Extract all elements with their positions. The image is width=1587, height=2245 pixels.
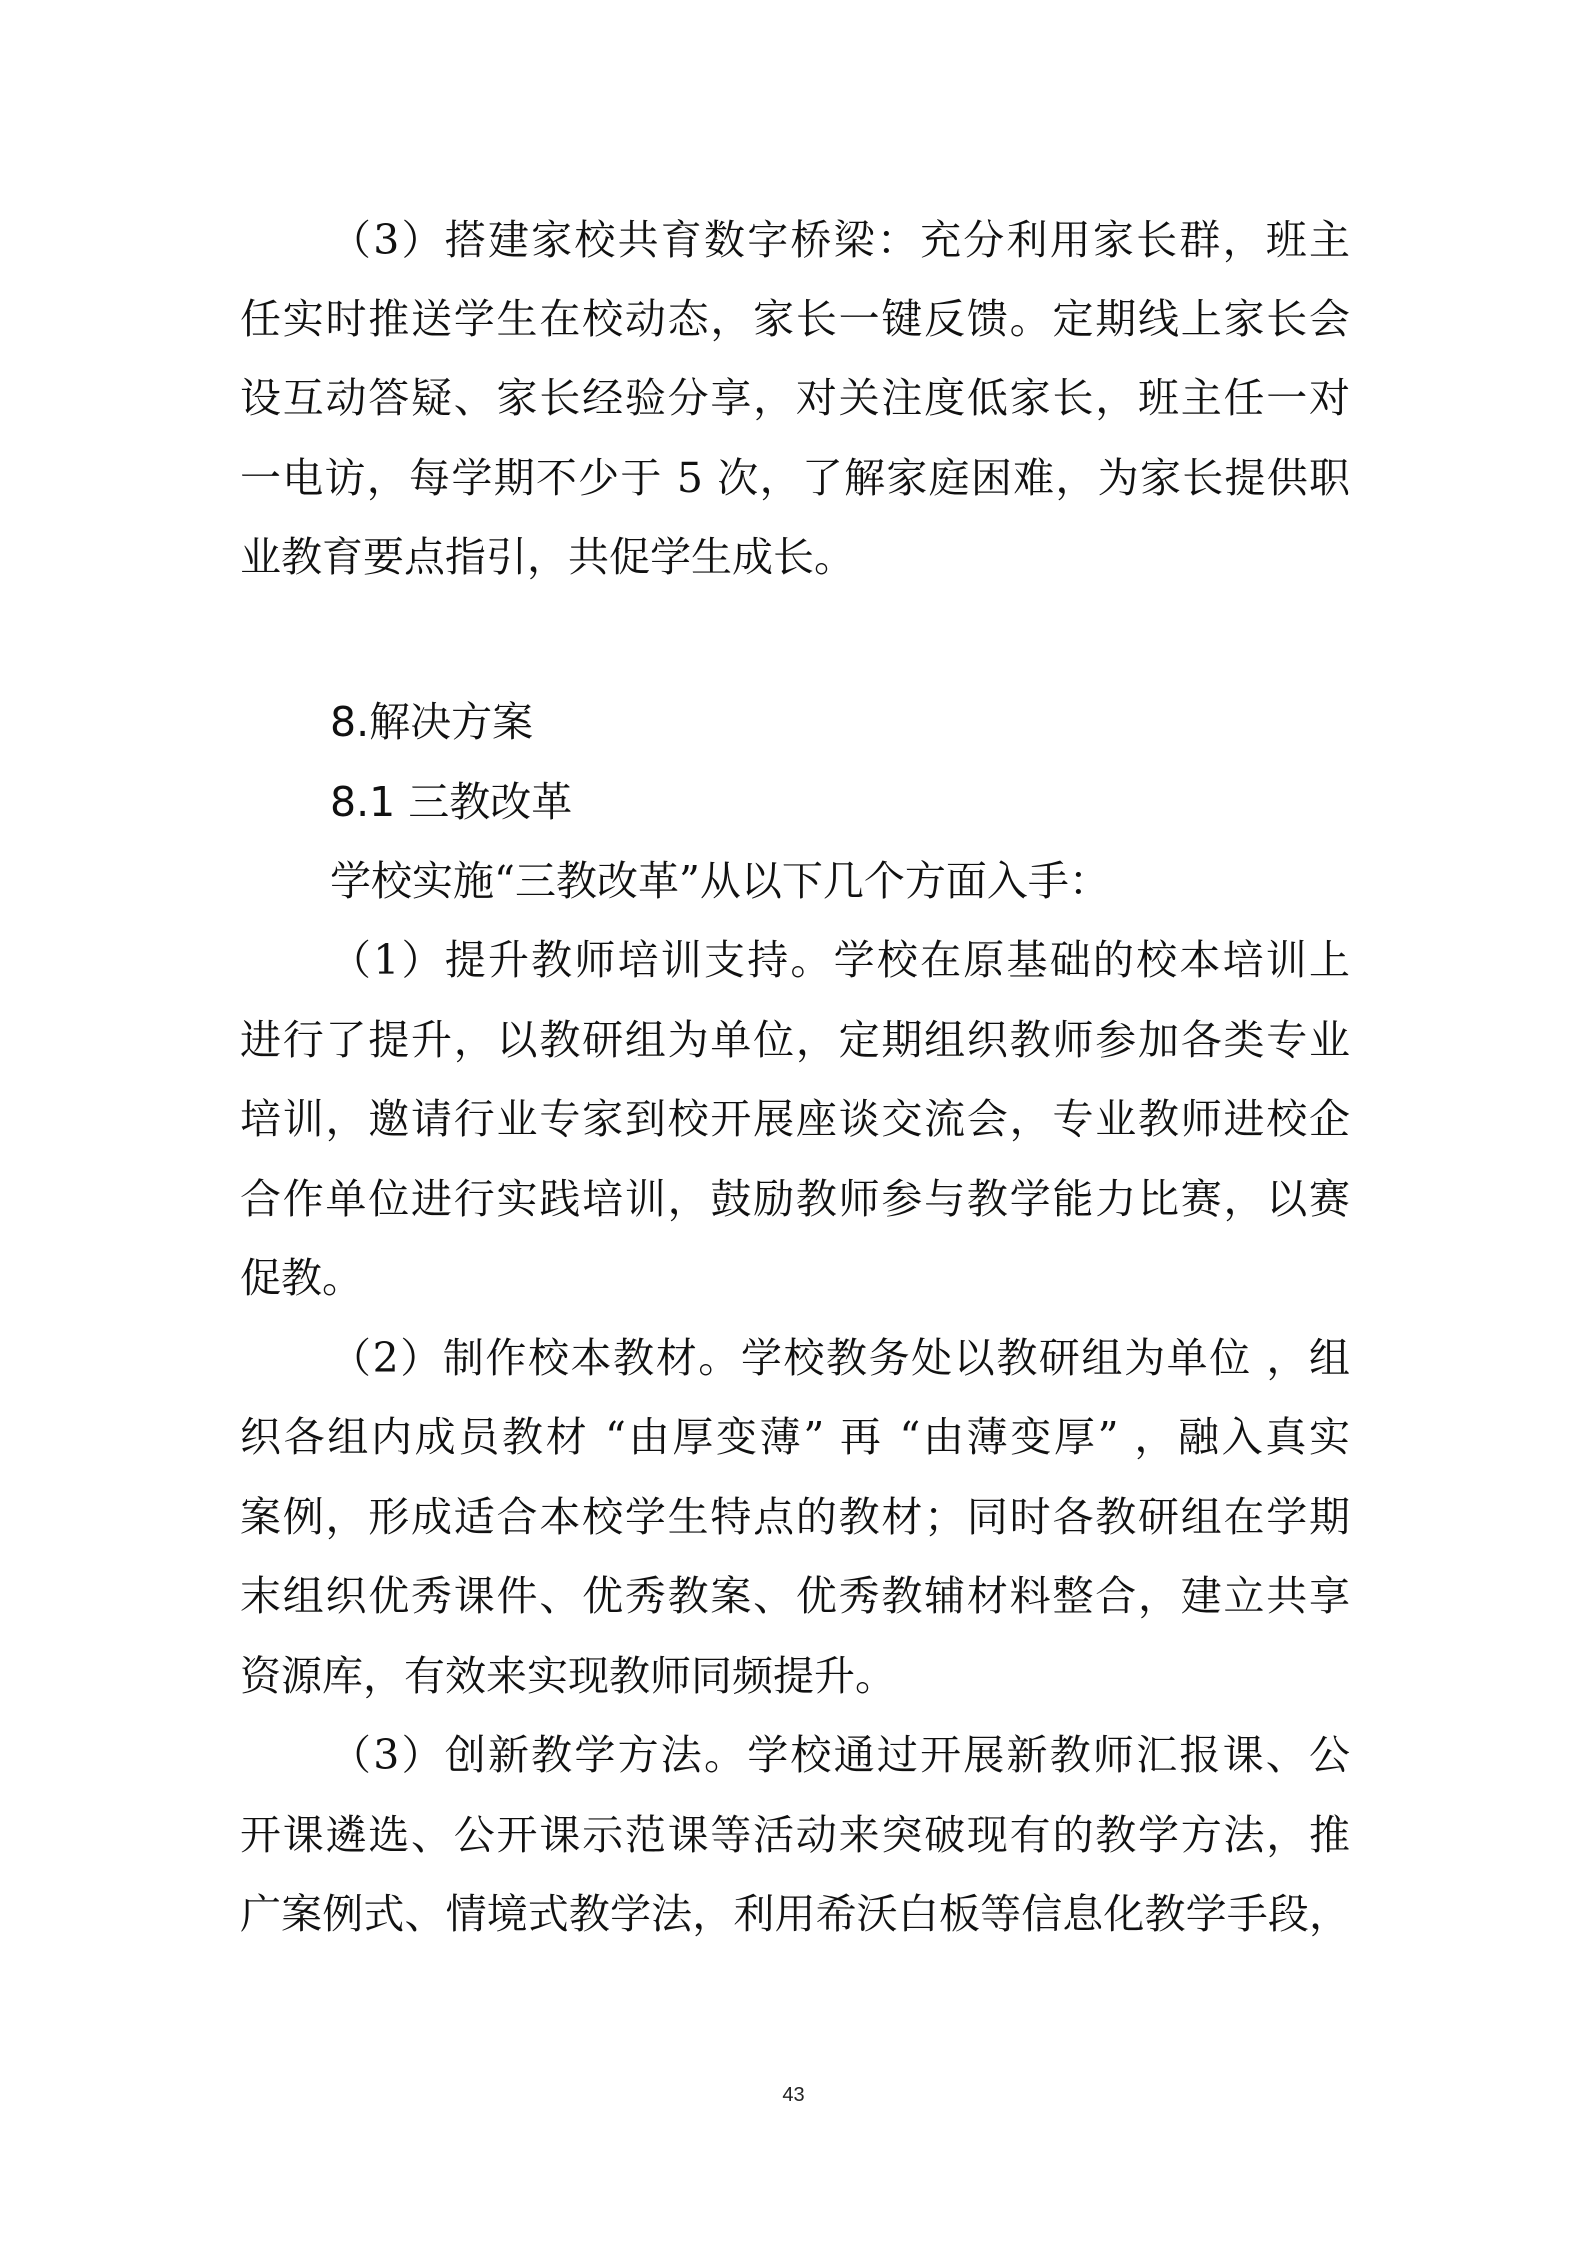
para-prev-line-2: 任实时推送学生在校动态，家长一键反馈。定期线上家长会 <box>240 295 1350 343</box>
para1-line-2: 进行了提升，以教研组为单位，定期组织教师参加各类专业 <box>240 1016 1350 1064</box>
para-prev-line-4: 一电访，每学期不少于 5 次，了解家庭困难，为家长提供职 <box>240 454 1350 502</box>
para2-line-2: 织各组内成员教材 “由厚变薄” 再 “由薄变厚” ，融入真实 <box>240 1413 1350 1461</box>
para-prev-line-5: 业教育要点指引，共促学生成长。 <box>240 533 855 581</box>
para-prev-line-1: （3）搭建家校共育数字桥梁：充分利用家长群，班主 <box>330 216 1350 264</box>
para1-line-3: 培训，邀请行业专家到校开展座谈交流会，专业教师进校企 <box>240 1095 1350 1143</box>
para2-line-1: （2）制作校本教材。学校教务处以教研组为单位 ，组 <box>330 1334 1350 1382</box>
section-heading: 8.解决方案 <box>330 698 534 746</box>
intro-line: 学校实施“三教改革”从以下几个方面入手： <box>330 857 1110 905</box>
page-number: 43 <box>782 2084 805 2106</box>
para3-line-1: （3）创新教学方法。学校通过开展新教师汇报课、公 <box>330 1731 1350 1779</box>
para2-line-3: 案例，形成适合本校学生特点的教材；同时各教研组在学期 <box>240 1493 1350 1541</box>
para1-line-5: 促教。 <box>240 1254 363 1302</box>
para1-line-4: 合作单位进行实践培训，鼓励教师参与教学能力比赛，以赛 <box>240 1175 1350 1223</box>
para3-line-3: 广案例式、情境式教学法，利用希沃白板等信息化教学手段， <box>240 1890 1350 1938</box>
para2-line-5: 资源库，有效来实现教师同频提升。 <box>240 1652 896 1700</box>
subsection-heading: 8.1 三教改革 <box>330 778 573 826</box>
para-prev-line-3: 设互动答疑、家长经验分享，对关注度低家长，班主任一对 <box>240 374 1350 422</box>
para3-line-2: 开课遴选、公开课示范课等活动来突破现有的教学方法，推 <box>240 1811 1350 1859</box>
para2-line-4: 末组织优秀课件、优秀教案、优秀教辅材料整合，建立共享 <box>240 1572 1350 1620</box>
para1-line-1: （1）提升教师培训支持。学校在原基础的校本培训上 <box>330 936 1350 984</box>
